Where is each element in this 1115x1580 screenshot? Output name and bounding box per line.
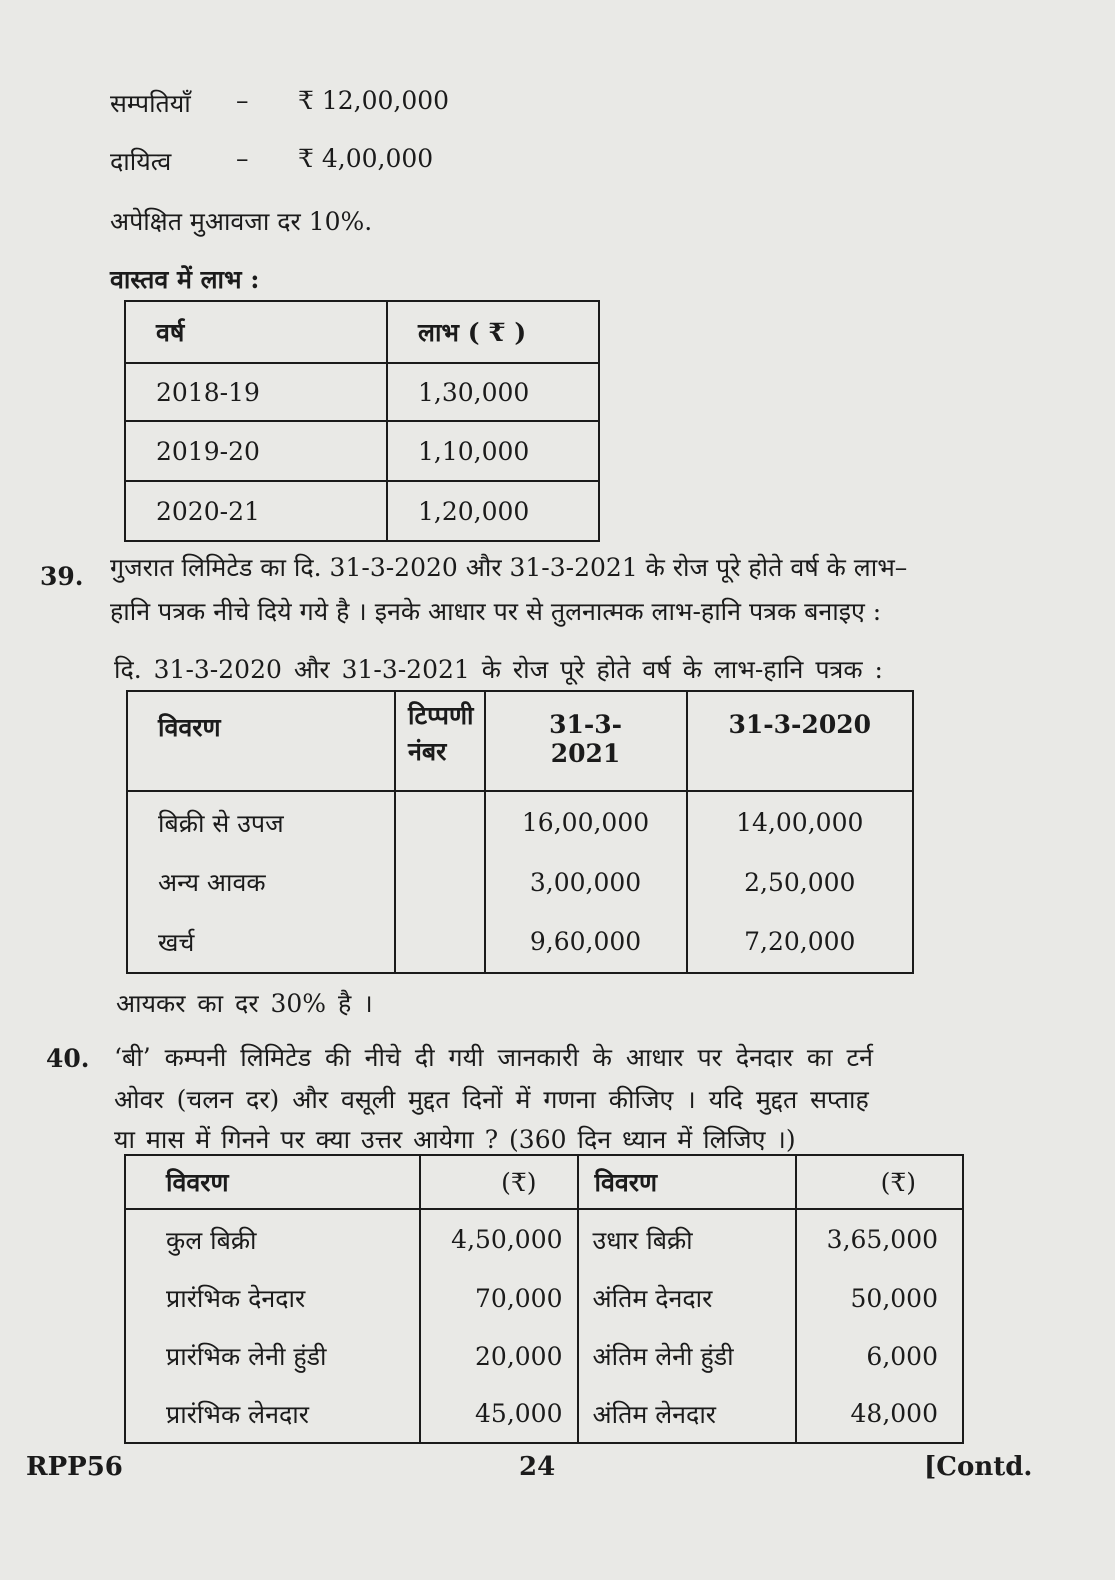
debtors-row-label-right: अंतिम देनदार bbox=[578, 1269, 796, 1327]
debtors-row-amount-left: 70,000 bbox=[420, 1269, 578, 1327]
profit-year: 2018-19 bbox=[125, 363, 387, 421]
assets-dash: – bbox=[236, 86, 249, 115]
debtors-row-label-right: अंतिम लेनदार bbox=[578, 1385, 796, 1443]
pl-header-particulars: विवरण bbox=[127, 691, 395, 791]
debtors-header-amount-right: (₹) bbox=[796, 1155, 963, 1209]
pl-row-note bbox=[395, 853, 485, 911]
profit-year: 2019-20 bbox=[125, 421, 387, 481]
profit-table-header-profit: लाभ ( ₹ ) bbox=[387, 301, 599, 363]
liabilities-label: दायित्व bbox=[110, 147, 172, 176]
debtors-row-amount-left: 45,000 bbox=[420, 1385, 578, 1443]
pl-row-note bbox=[395, 791, 485, 853]
debtors-header-particulars-right: विवरण bbox=[578, 1155, 796, 1209]
debtors-row-amount-left: 20,000 bbox=[420, 1327, 578, 1385]
debtors-header-amount-left: (₹) bbox=[420, 1155, 578, 1209]
liabilities-value: ₹ 4,00,000 bbox=[298, 144, 434, 173]
question-39-number: 39. bbox=[40, 562, 84, 591]
debtors-row-label-left: प्रारंभिक देनदार bbox=[125, 1269, 420, 1327]
page-number: 24 bbox=[519, 1452, 556, 1482]
debtors-row-label-right: अंतिम लेनी हुंडी bbox=[578, 1327, 796, 1385]
pl-row-label: खर्च bbox=[127, 911, 395, 973]
debtors-row-amount-right: 3,65,000 bbox=[796, 1209, 963, 1269]
question-39-line1: गुजरात लिमिटेड का दि. 31-3-2020 और 31-3-2021 के रोज पूरे होते वर्ष के लाभ– bbox=[110, 553, 908, 582]
pl-row-2021: 16,00,000 bbox=[485, 791, 687, 853]
debtors-row-amount-right: 50,000 bbox=[796, 1269, 963, 1327]
debtors-row-label-right: उधार बिक्री bbox=[578, 1209, 796, 1269]
profit-value: 1,20,000 bbox=[387, 481, 599, 541]
pl-row-2020: 2,50,000 bbox=[687, 853, 913, 911]
profit-value: 1,30,000 bbox=[387, 363, 599, 421]
continued-marker: [Contd. bbox=[924, 1452, 1033, 1482]
liabilities-dash: – bbox=[236, 144, 249, 173]
debtors-info-table bbox=[124, 1154, 964, 1444]
profit-value: 1,10,000 bbox=[387, 421, 599, 481]
profit-year: 2020-21 bbox=[125, 481, 387, 541]
question-40-number: 40. bbox=[46, 1044, 90, 1073]
debtors-header-particulars-left: विवरण bbox=[125, 1155, 420, 1209]
debtors-row-label-left: प्रारंभिक लेनी हुंडी bbox=[125, 1327, 420, 1385]
debtors-row-amount-left: 4,50,000 bbox=[420, 1209, 578, 1269]
pl-row-note bbox=[395, 911, 485, 973]
pl-header-note: टिप्पणी नंबर bbox=[395, 691, 485, 791]
question-40-line2: ओवर (चलन दर) और वसूली मुद्दत दिनों में गणना कीजिए । यदि मुद्दत सप्ताह bbox=[114, 1085, 869, 1114]
pl-row-2021: 3,00,000 bbox=[485, 853, 687, 911]
profit-table-header-year: वर्ष bbox=[125, 301, 387, 363]
profit-table bbox=[124, 300, 600, 542]
expected-rate: अपेक्षित मुआवजा दर 10%. bbox=[110, 207, 373, 236]
debtors-row-label-left: प्रारंभिक लेनदार bbox=[125, 1385, 420, 1443]
assets-value: ₹ 12,00,000 bbox=[298, 86, 450, 115]
actual-profit-title: वास्तव में लाभ : bbox=[110, 265, 260, 294]
pl-row-label: अन्य आवक bbox=[127, 853, 395, 911]
question-39-tax-note: आयकर का दर 30% है । bbox=[116, 989, 373, 1018]
debtors-row-amount-right: 48,000 bbox=[796, 1385, 963, 1443]
pl-row-label: बिक्री से उपज bbox=[127, 791, 395, 853]
pl-header-2020: 31-3-2020 bbox=[687, 691, 913, 791]
paper-code: RPP56 bbox=[26, 1452, 123, 1482]
pl-row-2020: 14,00,000 bbox=[687, 791, 913, 853]
question-39-line2: हानि पत्रक नीचे दिये गये है । इनके आधार पर से तुलनात्मक लाभ-हानि पत्रक बनाइए : bbox=[110, 597, 882, 626]
pl-header-2021: 31-3-2021 bbox=[485, 691, 687, 791]
question-40-line1: ‘बी’ कम्पनी लिमिटेड की नीचे दी गयी जानकारी के आधार पर देनदार का टर्न bbox=[114, 1043, 874, 1072]
assets-label: सम्पतियाँ bbox=[110, 89, 191, 118]
pl-statement-table bbox=[126, 690, 914, 974]
assets-line bbox=[110, 86, 450, 120]
question-40-line3: या मास में गिनने पर क्या उत्तर आयेगा ? (360 दिन ध्यान में लिजिए ।) bbox=[114, 1125, 796, 1154]
pl-row-2021: 9,60,000 bbox=[485, 911, 687, 973]
debtors-row-amount-right: 6,000 bbox=[796, 1327, 963, 1385]
question-39-subtitle: दि. 31-3-2020 और 31-3-2021 के रोज पूरे होते वर्ष के लाभ-हानि पत्रक : bbox=[114, 655, 883, 684]
pl-row-2020: 7,20,000 bbox=[687, 911, 913, 973]
debtors-row-label-left: कुल बिक्री bbox=[125, 1209, 420, 1269]
liabilities-line bbox=[110, 144, 434, 178]
